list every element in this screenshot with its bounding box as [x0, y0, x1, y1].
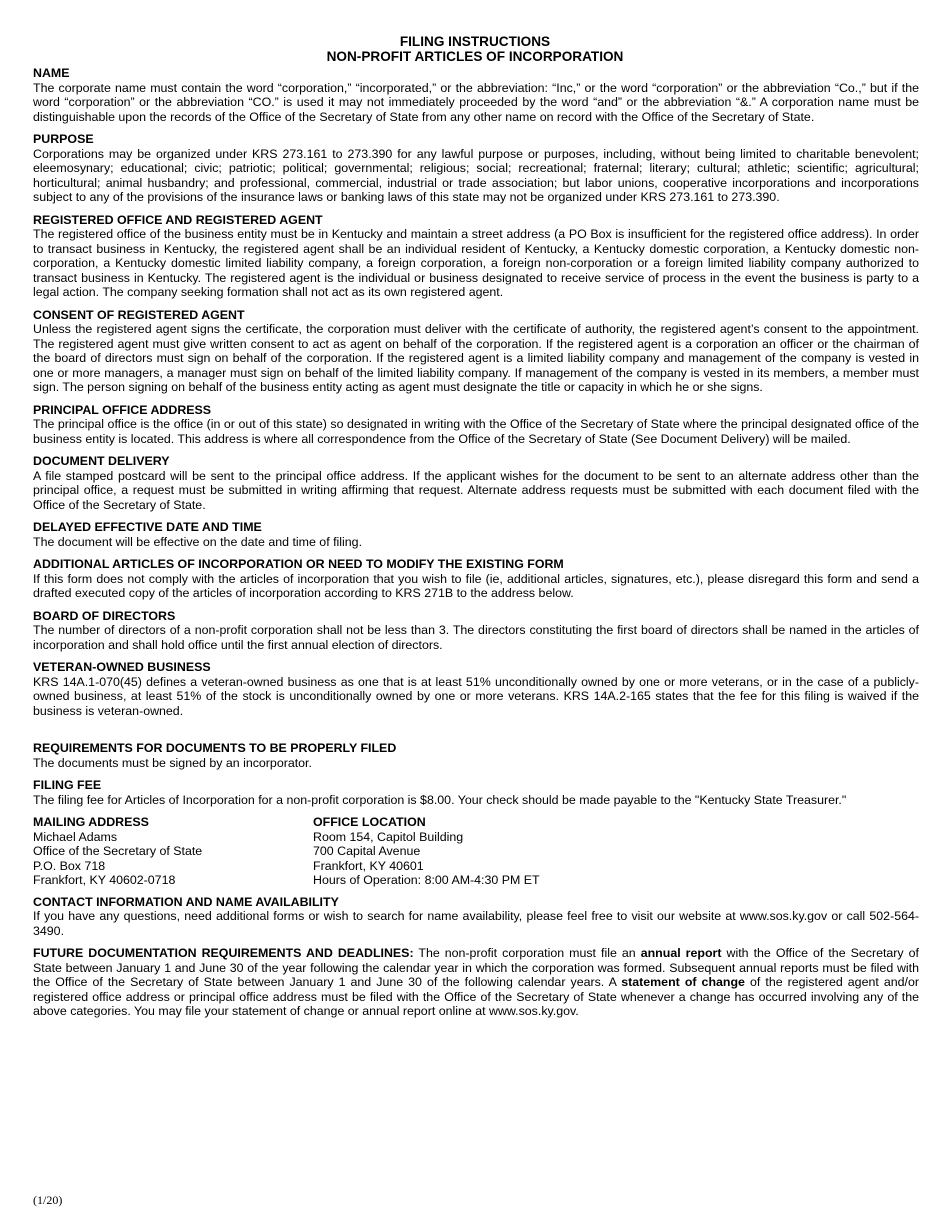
- section-heading: PRINCIPAL OFFICE ADDRESS: [33, 402, 212, 417]
- section-veteran-owned: [33, 660, 919, 718]
- section-heading: ADDITIONAL ARTICLES OF INCORPORATION OR NEED TO MODIFY THE EXISTING FORM: [33, 557, 564, 571]
- future-requirements-heading: FUTURE DOCUMENTATION REQUIREMENTS AND DEADLINES:: [33, 946, 414, 960]
- revision-date: (1/20): [33, 1193, 63, 1207]
- section-text: Corporations may be organized under KRS 273.161 to 273.390 for any lawful purpose or purposes, including, without being limited to charitable benevolent; eleemosynary; educational; civic; patriotic; political; governmental; religious; social; recreational; fraternal; literary; cultural; athletic; scientific; agricultural; horticultural; animal husbandry; and professional, commercial, industrial or trade association; but labor unions, cooperative incorporations and incorporations subject to any of the provisions of the insurance laws or banking laws of this state may not be organized under KRS 273.161 to 273.390.: [33, 146, 919, 204]
- mailing-address-line: Michael Adams: [33, 829, 118, 844]
- spacer: [33, 726, 919, 741]
- section-consent: [33, 308, 919, 395]
- section-additional-articles: [33, 557, 919, 601]
- future-text: The non-profit corporation must file an: [413, 946, 641, 960]
- section-board-of-directors: [33, 609, 919, 653]
- section-text: The registered office of the business entity must be in Kentucky and maintain a street address (a PO Box is insufficient for the registered office address). In order to transact business in Kentucky, the registered agent shall be an individual resident of Kentucky, a Kentucky domestic corporation, a Kentucky domestic non-corporation, a Kentucky domestic limited liability company, a foreign corporation, a foreign non-corporation or a foreign limited liability company authorized to transact business in Kentucky. The registered agent is the individual or business designated to receive service of process in the event the business is party to a legal action. The company seeking formation shall not act as its own registered agent.: [33, 227, 919, 299]
- section-text: The corporate name must contain the word “corporation,” “incorporated,” or the abbreviation: “Inc,” or the word “corporation” or the abbreviation “Co.,” but if the word “corporation” or the abbreviation “CO.” is used it may not immediately proceeded by the word “and” or the abbreviation “&.” A corporation name must be distinguishable upon the records of the Office of the Secretary of State from any other name on record with the Office of the Secretary of State.: [33, 80, 919, 124]
- annual-report-term: annual report: [640, 946, 722, 960]
- section-heading: FILING FEE: [33, 778, 102, 792]
- section-heading: VETERAN-OWNED BUSINESS: [33, 660, 211, 674]
- section-text: The number of directors of a non-profit corporation shall not be less than 3. The directors constituting the first board of directors shall be named in the articles of incorporation and shall hold office until the first annual election of directors.: [33, 623, 919, 652]
- section-registered-office: [33, 213, 919, 300]
- document-title: FILING INSTRUCTIONS: [399, 34, 551, 49]
- section-heading: CONSENT OF REGISTERED AGENT: [33, 307, 245, 322]
- section-filing-fee: [33, 778, 919, 807]
- section-contact: [33, 895, 919, 939]
- future-text: of the registered agent and/or registered office address or principal office address must be filed with the Office of the Secretary of State whenever a change has occurred involving any of the above categories. You may file your statement of change or annual report online at www.sos.ky.gov.: [33, 975, 919, 1018]
- section-text: Unless the registered agent signs the certificate, the corporation must deliver with the certificate of authority, the registered agent’s consent to the appointment. The registered agent must give written consent to act as agent on behalf of the corporation. If the registered agent is a corporation an officer or the chairman of the board of directors must sign on behalf of the corporation. If the registered agent is a limited liability company and management of the company is vested in one or more managers, a manager must sign on behalf of the limited liability company. If management of the company is vested in its members, a member must sign. The person signing on behalf of the business entity acting as agent must designate the title or capacity in which he or she signs.: [33, 322, 919, 394]
- mailing-address: [33, 815, 313, 888]
- section-principal-office: [33, 403, 919, 447]
- section-heading: REGISTERED OFFICE AND REGISTERED AGENT: [33, 212, 323, 227]
- section-text: The documents must be signed by an incorporator.: [33, 755, 312, 770]
- section-heading: DOCUMENT DELIVERY: [33, 454, 170, 468]
- section-text: The principal office is the office (in or out of this state) so designated in writing with the Office of the Secretary of State where the principal designated office of the business entity is located. This address is where all correspondence from the Office of the Secretary of State (See Document Delivery) will be mailed.: [33, 417, 919, 446]
- section-text: KRS 14A.1-070(45) defines a veteran-owned business as one that is at least 51% unconditionally owned by one or more veterans, or in the case of a publicly-owned business, at least 51% of the stock is unconditionally owned by one or more veterans. KRS 14A.2-165 states that the fee for this filing is waived if the business is veteran-owned.: [33, 674, 919, 718]
- section-heading: PURPOSE: [33, 132, 94, 146]
- statement-of-change-term: statement of change: [621, 975, 745, 989]
- section-text: The filing fee for Articles of Incorporation for a non-profit corporation is $8.00. Your check should be made payable to the "Kentucky State Treasurer.": [33, 792, 847, 807]
- section-document-delivery: [33, 454, 919, 512]
- office-location-line: 700 Capital Avenue: [313, 844, 421, 858]
- office-location-heading: OFFICE LOCATION: [313, 815, 426, 829]
- section-requirements: [33, 741, 919, 770]
- instructions-body: [33, 66, 919, 1019]
- mailing-address-line: Frankfort, KY 40602-0718: [33, 873, 176, 887]
- section-text: If this form does not comply with the articles of incorporation that you wish to file (ie, additional articles, signatures, etc.), please disregard this form and send a drafted executed copy of the articles of incorporation according to KRS 271B to the address below.: [33, 571, 919, 600]
- section-text: A file stamped postcard will be sent to the principal office address. If the applicant wishes for the document to be sent to an alternate address other than the principal office, a request must be submitted in writing affirming that request. Alternate address requests must be submitted with each document filed with the Office of the Secretary of State.: [33, 468, 919, 512]
- section-heading: DELAYED EFFECTIVE DATE AND TIME: [33, 520, 262, 534]
- office-location-line: Room 154, Capitol Building: [313, 829, 464, 844]
- section-purpose: [33, 132, 919, 205]
- section-heading: REQUIREMENTS FOR DOCUMENTS TO BE PROPERLY FILED: [33, 741, 397, 755]
- section-heading: CONTACT INFORMATION AND NAME AVAILABILITY: [33, 894, 339, 909]
- section-text: The document will be effective on the date and time of filing.: [33, 534, 363, 549]
- office-location-line: Frankfort, KY 40601: [313, 858, 424, 873]
- section-heading: BOARD OF DIRECTORS: [33, 608, 176, 623]
- document-subtitle: NON-PROFIT ARTICLES OF INCORPORATION: [326, 49, 624, 64]
- office-location: [313, 815, 713, 888]
- future-text: with the Office of the Secretary of State between January 1 and June 30 of the year following the calendar year in which the corporation was formed. Subsequent annual reports must be filed with the Office of the Secretary of State between January 1 and June 30 of the following calendar years. A: [33, 946, 919, 989]
- section-text: If you have any questions, need additional forms or wish to search for name availability, please feel free to visit our website at www.sos.ky.gov or call 502-564-3490.: [33, 909, 919, 938]
- address-columns: [33, 815, 919, 888]
- section-name: [33, 66, 919, 124]
- section-delayed-effective-date: [33, 520, 919, 549]
- future-requirements: [33, 946, 919, 1019]
- office-hours: Hours of Operation: 8:00 AM-4:30 PM ET: [313, 873, 540, 887]
- section-heading: NAME: [33, 66, 70, 80]
- mailing-address-heading: MAILING ADDRESS: [33, 815, 149, 829]
- mailing-address-line: Office of the Secretary of State: [33, 844, 203, 858]
- mailing-address-line: P.O. Box 718: [33, 858, 106, 873]
